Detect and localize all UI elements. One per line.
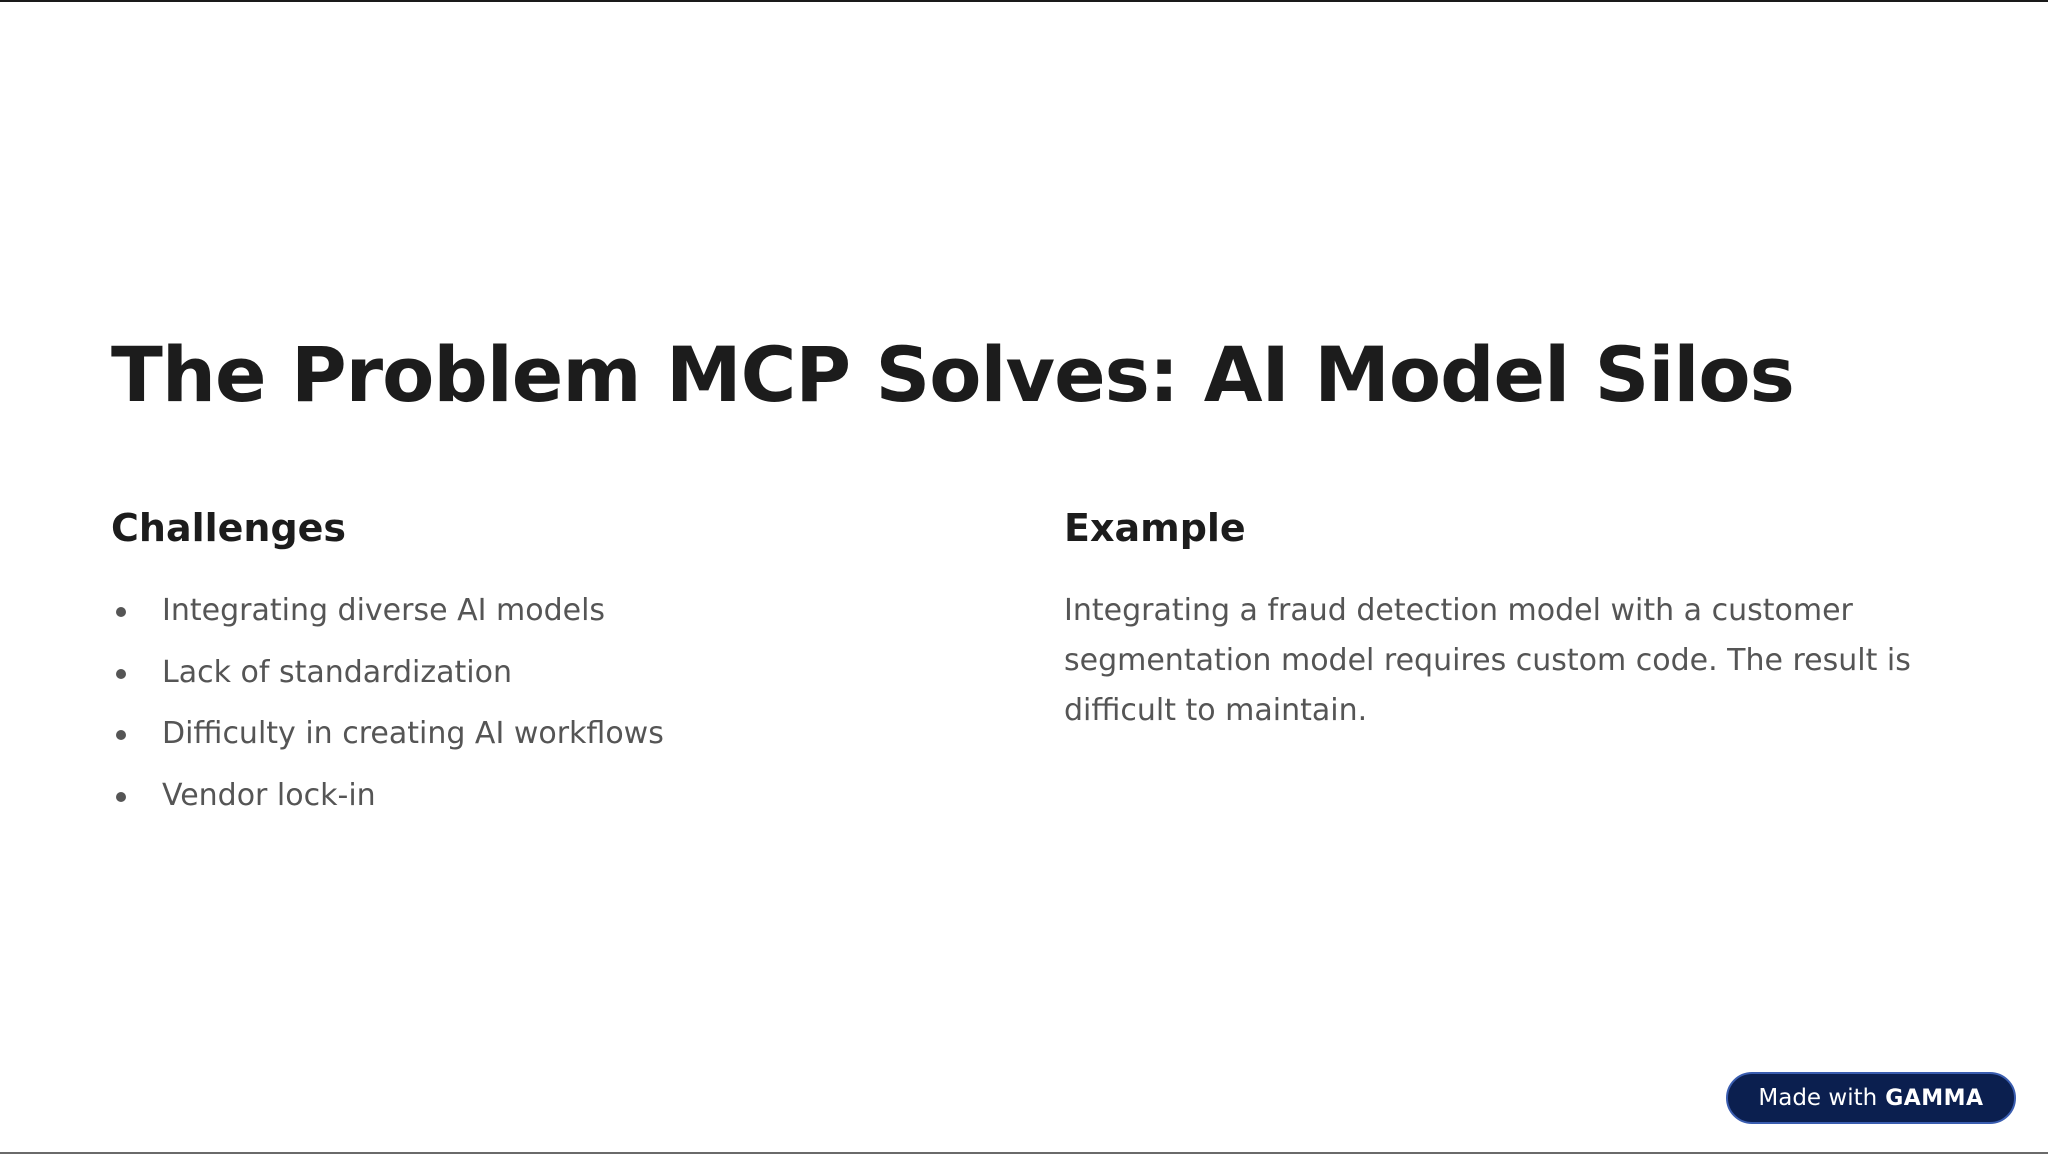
bullet-icon (116, 607, 126, 617)
list-item (111, 714, 1011, 776)
list-item (111, 591, 1011, 653)
example-section (1064, 505, 1984, 736)
list-item (111, 776, 1011, 838)
top-border (0, 0, 2048, 2)
gamma-logo: GAMMA (1885, 1085, 1984, 1111)
example-heading: Example (1064, 506, 1246, 550)
challenges-section (111, 505, 1011, 837)
example-text: Integrating a fraud detection model with a customer segmentation model requires custom code. The result is difficult to maintain. (1064, 593, 1911, 728)
list-item-text: Lack of standardization (162, 654, 512, 690)
bullet-icon (116, 730, 126, 740)
list-item (111, 653, 1011, 715)
bullet-icon (116, 669, 126, 679)
made-with-gamma-button[interactable] (1726, 1072, 2016, 1124)
slide-title: The Problem MCP Solves: AI Model Silos (111, 330, 1794, 419)
list-item-text: Difficulty in creating AI workflows (162, 716, 664, 751)
bullet-icon (116, 792, 126, 802)
challenges-list (111, 591, 1011, 837)
list-item-text: Vendor lock-in (162, 777, 376, 813)
badge-prefix-text: Made with (1758, 1085, 1878, 1111)
challenges-heading: Challenges (111, 506, 347, 550)
list-item-text: Integrating diverse AI models (162, 593, 606, 628)
